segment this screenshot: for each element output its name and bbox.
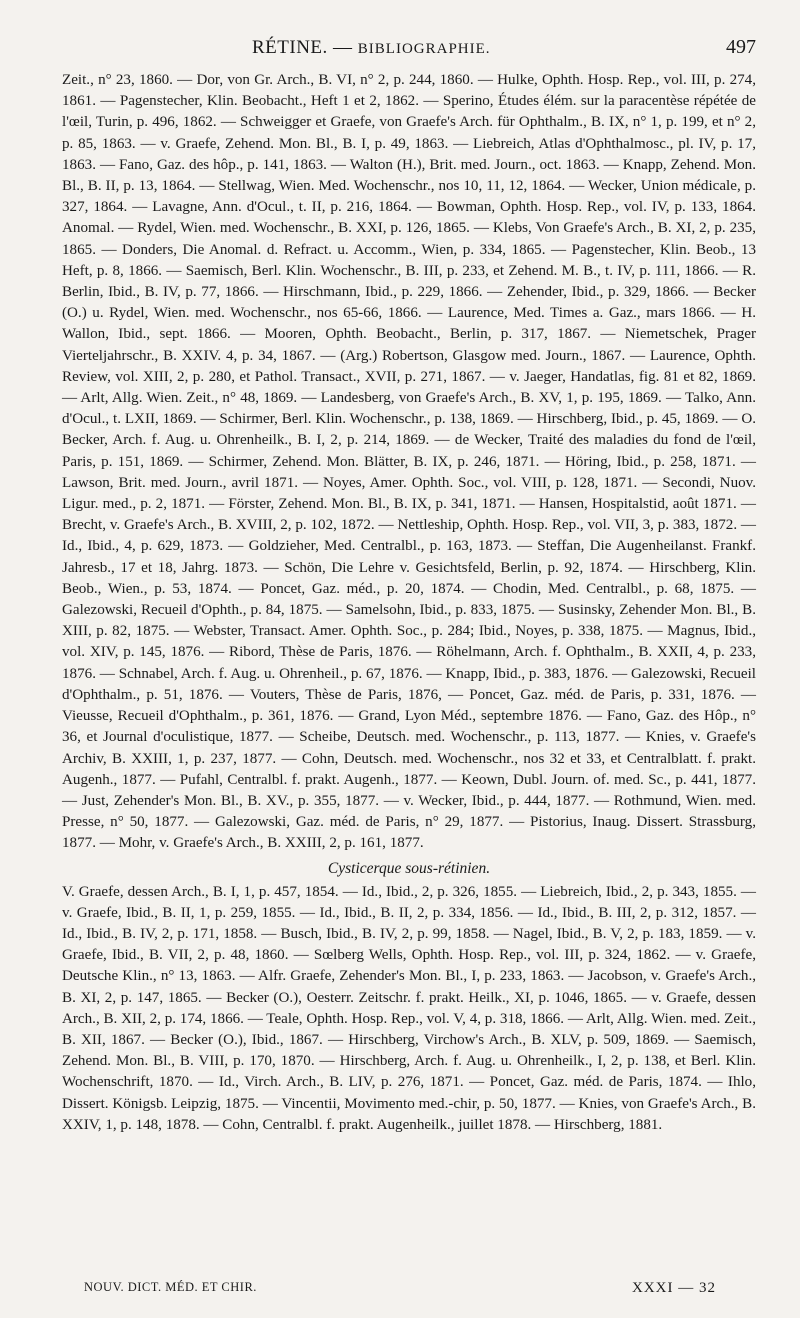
running-title — [252, 37, 491, 59]
body-text — [62, 70, 756, 1136]
running-title-main: RÉTINE. — [252, 37, 328, 58]
page-number: 497 — [726, 36, 756, 58]
running-title-separator: — — [333, 37, 353, 58]
page-header — [62, 36, 756, 66]
running-title-subtitle: BIBLIOGRAPHIE. — [357, 41, 491, 57]
bibliography-paragraph: Zeit., n° 23, 1860. — Dor, von Gr. Arch., B. VI, n° 2, p. 244, 1860. — Hulke, Ophth. Hosp. Rep., vol. III, p. 274, 1861. — Pagenstecher, Klin. Beobacht., Heft 1 et 2, 1862. — Sperino, Études élém. sur la paracentèse répétée de l'œil, Turin, p. 496, 1862. — Schweigger et Graefe, von Graefe's Arch. für Ophthalm., B. IX, n° 1, p. 199, et n° 2, p. 85, 1863. — v. Graefe, Zehend. Mon. Bl., B. I, p. 49, 1863. — Liebreich, Atlas d'Ophthalmosc., pl. IV, p. 17, 1863. — Fano, Gaz. des hôp., p. 141, 1863. — Walton (H.), Brit. med. Journ., oct. 1863. — Knapp, Zehend. Mon. Bl., B. II, p. 13, 1864. — Stellwag, Wien. Med. Wochenschr., nos 10, 11, 12, 1864. — Wecker, Union médicale, p. 327, 1864. — Lavagne, Ann. d'Ocul., t. II, p. 216, 1864. — Bowman, Ophth. Hosp. Rep., vol. IV, p. 133, 1864. Anomal. — Rydel, Wien. med. Wochenschr., B. XXI, p. 126, 1865. — Klebs, Von Graefe's Arch., B. XI, 2, p. 235, 1865. — Donders, Die Anomal. d. Refract. u. Accomm., Wien, p. 334, 1865. — Pagenstecher, Klin. Beob., 13 Heft, p. 8, 1866. — Saemisch, Berl. Klin. Wochenschr., B. III, p. 233, et Zehend. M. B., t. IV, p. 111, 1866. — R. Berlin, Ibid., B. IV, p. 77, 1866. — Hirschmann, Ibid., p. 229, 1866. — Zehender, Ibid., p. 329, 1866. — Becker (O.) u. Rydel, Wien. med. Wochenschr., nos 65-66, 1866. — Laurence, Med. Times a. Gaz., mars 1866. — H. Wallon, Ibid., sept. 1866. — Mooren, Ophth. Beobacht., Berlin, p. 317, 1867. — Niemetschek, Prager Vierteljahrschr., B. XXIV. 4, p. 34, 1867. — (Arg.) Robertson, Glasgow med. Journ., 1867. — Laurence, Ophth. Review, vol. XIII, 2, p. 280, et Pathol. Transact., XVII, p. 271, 1867. — v. Jaeger, Handatlas, fig. 81 et 82, 1869. — Arlt, Allg. Wien. Zeit., n° 48, 1869. — Landesberg, von Graefe's Arch., B. XV, 1, p. 195, 1869. — Talko, Ann. d'Ocul., t. LXII, 1869. — Schirmer, Berl. Klin. Wochenschr., p. 138, 1869. — Hirschberg, Ibid., p. 45, 1869. — O. Becker, Arch. f. Aug. u. Ohrenheilk., B. I, 2, p. 214, 1869. — de Wecker, Traité des maladies du fond de l'œil, Paris, p. 151, 1869. — Schirmer, Zehend. Mon. Blätter, B. IX, p. 246, 1871. — Höring, Ibid., p. 258, 1871. — Lawson, Brit. med. Journ., avril 1871. — Noyes, Amer. Ophth. Soc., vol. VIII, p. 128, 1871. — Secondi, Nuov. Ligur. med., p. 2, 1871. — Förster, Zehend. Mon. Bl., B. IX, p. 341, 1871. — Hansen, Hospitalstid, août 1871. — Brecht, v. Graefe's Arch., B. XVIII, 2, p. 102, 1872. — Nettleship, Ophth. Hosp. Rep., vol. VII, 3, p. 383, 1872. — Id., Ibid., 4, p. 629, 1873. — Goldzieher, Med. Centralbl., p. 163, 1873. — Steffan, Die Augenheilanst. Frankf. Jahresb., 17 et 18, Jahrg. 1873. — Schön, Die Lehre v. Gesichtsfeld, Berlin, p. 92, 1874. — Hirschberg, Klin. Beob., Wien., p. 53, 1874. — Poncet, Gaz. méd., p. 20, 1874. — Chodin, Med. Centralbl., p. 68, 1875. — Galezowski, Recueil d'Ophth., p. 84, 1875. — Samelsohn, Ibid., p. 833, 1875. — Susinsky, Zehender Mon. Bl., B. XIII, p. 82, 1875. — Webster, Transact. Amer. Ophth. Soc., p. 284; Ibid., Noyes, p. 338, 1875. — Magnus, Ibid., vol. XIV, p. 145, 1876. — Ribord, Thèse de Paris, 1876. — Röhelmann, Arch. f. Ophthalm., B. XXII, 4, p. 233, 1876. — Schnabel, Arch. f. Aug. u. Ohrenheil., p. 67, 1876. — Knapp, Ibid., p. 383, 1876. — Galezowski, Recueil d'Ophthalm., p. 51, 1876. — Vouters, Thèse de Paris, 1876, — Poncet, Gaz. méd. de Paris, p. 331, 1876. — Vieusse, Recueil d'Ophthalm., p. 361, 1876. — Grand, Lyon Méd., septembre 1876. — Fano, Gaz. des Hôp., n° 36, et Journal d'oculistique, 1877. — Scheibe, Deutsch. med. Wochenschr., p. 113, 1877. — Knies, v. Graefe's Archiv, B. XXIII, 1, p. 237, 1877. — Cohn, Deutsch. med. Wochenschr., nos 32 et 33, et Centralblatt. f. prakt. Augenh., 1877. — Pufahl, Centralbl. f. prakt. Augenh., 1877. — Keown, Dubl. Journ. of. med. Sc., p. 441, 1877. — Just, Zehender's Mon. Bl., B. XV., p. 355, 1877. — v. Wecker, Ibid., p. 444, 1877. — Rothmund, Wien. med. Presse, n° 50, 1877. — Galezowski, Gaz. méd. de Paris, n° 29, 1877. — Pistorius, Inaug. Dissert. Strassburg, 1877. — Mohr, v. Graefe's Arch., B. XXIII, 2, p. 161, 1877. — [62, 72, 756, 852]
section-title: Cysticerque sous-rétinien. — [327, 859, 491, 877]
footer-publication: NOUV. DICT. MÉD. ET CHIR. — [84, 1280, 257, 1294]
footer-signature: XXXI — 32 — [632, 1280, 716, 1296]
page-footer — [84, 1280, 746, 1297]
section-bibliography-paragraph: V. Graefe, dessen Arch., B. I, 1, p. 457, 1854. — Id., Ibid., 2, p. 326, 1855. — Liebreich, Ibid., 2, p. 343, 1855. — v. Graefe, Ibid., B. II, 1, p. 259, 1855. — Id., Ibid., B. II, 2, p. 334, 1856. — Id., Ibid., B. III, 2, p. 312, 1857. — Id., Ibid., B. IV, 2, p. 171, 1858. — Busch, Ibid., B. IV, 2, p. 99, 1858. — Nagel, Ibid., B. V, 2, p. 183, 1859. — v. Graefe, Ibid., B. VII, 2, p. 48, 1860. — Sœlberg Wells, Ophth. Hosp. Rep., vol. III, p. 324, 1862. — v. Graefe, Deutsche Klin., n° 13, 1863. — Alfr. Graefe, Zehender's Mon. Bl., I, p. 233, 1863. — Jacobson, v. Graefe's Arch., B. XI, 2, p. 147, 1865. — Becker (O.), Oesterr. Zeitschr. f. prakt. Heilk., XI, p. 1046, 1865. — v. Graefe, dessen Arch., B. XII, 2, p. 174, 1866. — Teale, Ophth. Hosp. Rep., vol. V, 4, p. 318, 1866. — Arlt, Allg. Wien. med. Zeit., B. XII, 1867. — Becker (O.), Ibid., 1867. — Hirschberg, Virchow's Arch., B. XLV, p. 509, 1869. — Saemisch, Zehend. Mon. Bl., B. VIII, p. 170, 1870. — Hirschberg, Arch. f. Aug. u. Ohrenheilk., I, 2, p. 138, et Berl. Klin. Wochenschrift, 1870. — Id., Virch. Arch., B. LIV, p. 276, 1871. — Poncet, Gaz. méd. de Paris, 1874. — Ihlo, Dissert. Königsb. Leipzig, 1875. — Vincentii, Movimento med.-chir, p. 50, 1877. — Knies, von Graefe's Arch., B. XXIV, 1, p. 148, 1878. — Cohn, Centralbl. f. prakt. Augenheilk., juillet 1878. — Hirschberg, 1881. — [62, 883, 757, 1133]
